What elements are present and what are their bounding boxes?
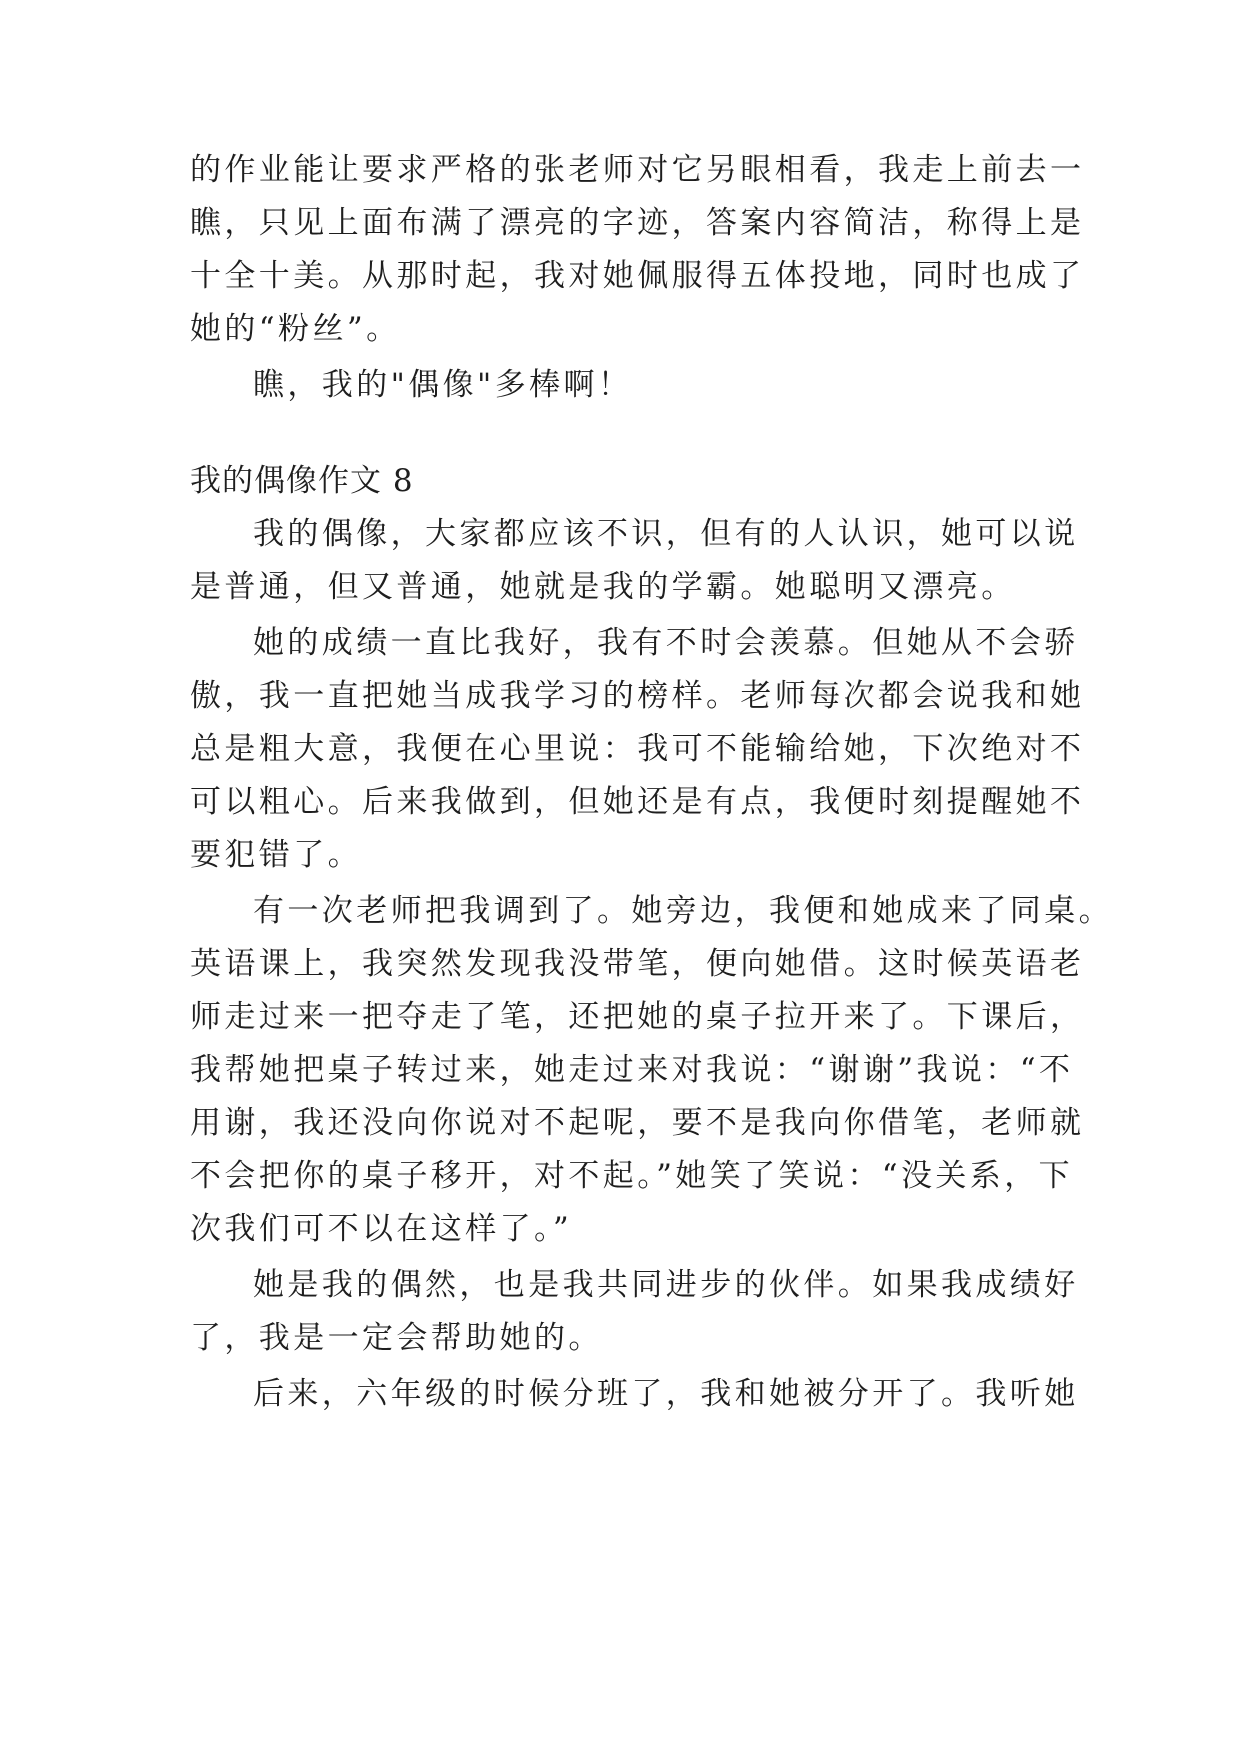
text-line: 是普通，但又普通，她就是我的学霸。她聪明又漂亮。	[190, 569, 1016, 605]
text-line: 次我们可不以在这样了。”	[190, 1211, 573, 1247]
section-heading: 我的偶像作文 8	[190, 463, 414, 499]
text-line: 她的成绩一直比我好，我有不时会羡慕。但她从不会骄	[253, 625, 1079, 661]
text-line: 我的偶像，大家都应该不识，但有的人认识，她可以说	[253, 516, 1079, 552]
text-line: 傲，我一直把她当成我学习的榜样。老师每次都会说我和她	[190, 678, 1085, 714]
text-line: 英语课上，我突然发现我没带笔，便向她借。这时候英语老	[190, 946, 1085, 982]
text-line: 她的“粉丝”。	[190, 311, 401, 347]
text-line: 瞧，只见上面布满了漂亮的字迹，答案内容简洁，称得上是	[190, 205, 1085, 241]
text-line: 不会把你的桌子移开，对不起。”她笑了笑说：“没关系，下	[190, 1158, 1073, 1194]
text-line: 她是我的偶然，也是我共同进步的伙伴。如果我成绩好	[253, 1267, 1079, 1303]
text-line: 可以粗心。后来我做到，但她还是有点，我便时刻提醒她不	[190, 784, 1085, 820]
text-line: 后来，六年级的时候分班了，我和她被分开了。我听她	[253, 1376, 1079, 1412]
text-line: 十全十美。从那时起，我对她佩服得五体投地，同时也成了	[190, 258, 1085, 294]
text-line: 的作业能让要求严格的张老师对它另眼相看，我走上前去一	[190, 152, 1085, 188]
text-line: 有一次老师把我调到了。她旁边，我便和她成来了同桌。	[253, 893, 1113, 929]
text-line: 总是粗大意，我便在心里说：我可不能输给她，下次绝对不	[190, 731, 1085, 767]
text-line: 我帮她把桌子转过来，她走过来对我说：“谢谢”我说：“不	[190, 1052, 1074, 1088]
text-line: 师走过来一把夺走了笔，还把她的桌子拉开来了。下课后，	[190, 999, 1085, 1035]
text-line: 瞧，我的"偶像"多棒啊！	[253, 367, 633, 403]
text-line: 用谢，我还没向你说对不起呢，要不是我向你借笔，老师就	[190, 1105, 1085, 1141]
text-line: 了，我是一定会帮助她的。	[190, 1320, 603, 1356]
text-line: 要犯错了。	[190, 837, 362, 873]
